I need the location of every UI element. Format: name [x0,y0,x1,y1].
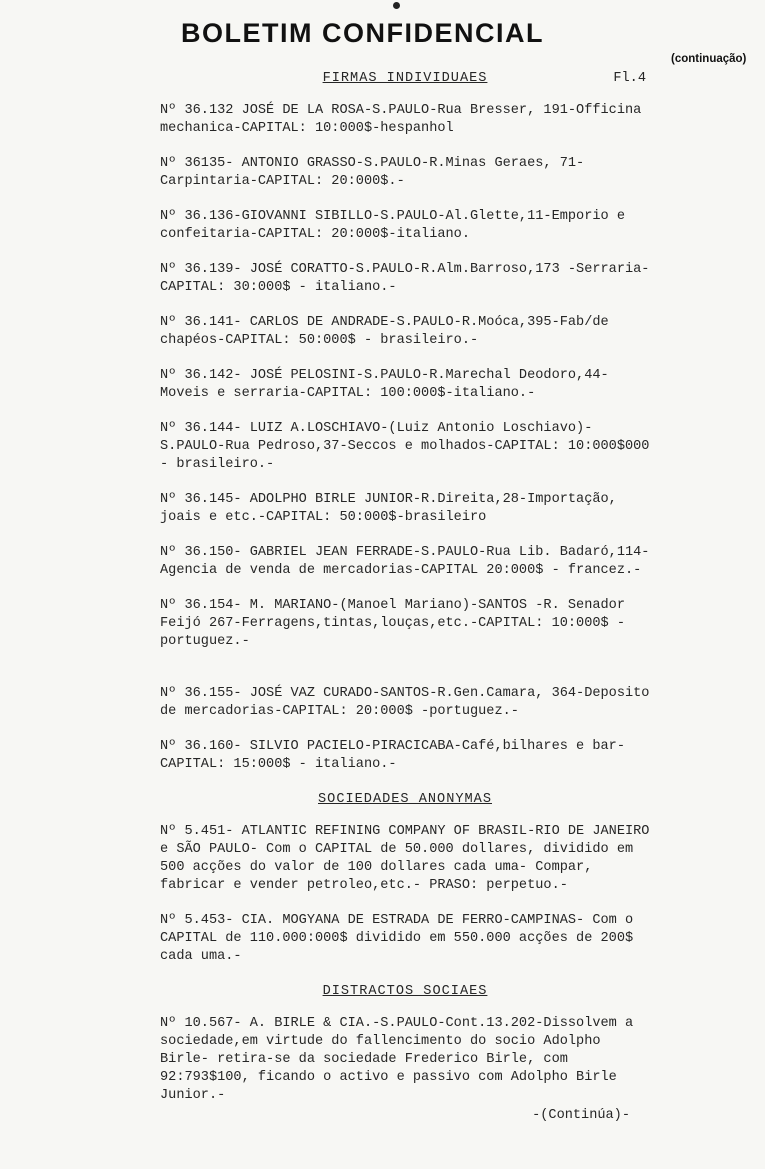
record-entry: Nº 5.453- CIA. MOGYANA DE ESTRADA DE FERRO-CAMPINAS- Com o CAPITAL de 110.000:000$ dividido em 550.000 acções de 200$ cada uma.- [160,913,642,964]
record-entry: Nº 36.145- ADOLPHO BIRLE JUNIOR-R.Direita,28-Importação, joais e etc.-CAPITAL: 50:000$-brasileiro [160,492,625,525]
firmas-header [160,70,650,88]
continues-note: -(Continúa)- [532,1108,630,1123]
record-entry: Nº 36.144- LUIZ A.LOSCHIAVO-(Luiz Antonio Loschiavo)-S.PAULO-Rua Pedroso,37-Seccos e molhados-CAPITAL: 10:000$000 - brasileiro.- [160,421,658,472]
section-title-distractos: DISTRACTOS SOCIAES [322,984,488,999]
record-entry: Nº 36.155- JOSÉ VAZ CURADO-SANTOS-R.Gen.Camara, 364-Deposito de mercadorias-CAPITAL: 20:000$ -portuguez.- [160,686,658,719]
record-entry: Nº 36135- ANTONIO GRASSO-S.PAULO-R.Minas Geraes, 71-Carpintaria-CAPITAL: 20:000$.- [160,156,585,189]
bulletin-page [160,70,658,1125]
record-entry: Nº 10.567- A. BIRLE & CIA.-S.PAULO-Cont.13.202-Dissolvem a sociedade,em virtude do fallencimento do socio Adolpho Birle- retira-se da sociedade Frederico Birle, com 92:793$100, ficando o activo e passivo com Adolpho Birle Junior.- [160,1016,642,1103]
section-title-sociedades: SOCIEDADES ANONYMAS [318,792,492,807]
folio-number: Fl.4 [613,71,646,86]
ink-dot [393,2,400,9]
record-entry: Nº 36.136-GIOVANNI SIBILLO-S.PAULO-Al.Glette,11-Emporio e confeitaria-CAPITAL: 20:000$-italiano. [160,209,634,242]
continuation-note: (continuação) [671,53,747,65]
bulletin-masthead: BOLETIM CONFIDENCIAL [181,18,544,48]
record-entry: Nº 36.139- JOSÉ CORATTO-S.PAULO-R.Alm.Barroso,173 -Serraria-CAPITAL: 30:000$ - italiano.- [160,262,650,295]
record-entry: Nº 36.142- JOSÉ PELOSINI-S.PAULO-R.Marechal Deodoro,44-Moveis e serraria-CAPITAL: 100:000$-italiano.- [160,368,609,401]
record-entry: Nº 36.150- GABRIEL JEAN FERRADE-S.PAULO-Rua Lib. Badaró,114-Agencia de venda de mercadorias-CAPITAL 20:000$ - francez.- [160,545,650,578]
section-title-firmas: FIRMAS INDIVIDUAES [322,71,488,86]
record-entry: Nº 36.154- M. MARIANO-(Manoel Mariano)-SANTOS -R. Senador Feijó 267-Ferragens,tintas,louças,etc.-CAPITAL: 10:000$ - portuguez.- [160,598,634,649]
record-entry: Nº 36.132 JOSÉ DE LA ROSA-S.PAULO-Rua Bresser, 191-Officina mechanica-CAPITAL: 10:000$-hespanhol [160,103,650,136]
record-entry: Nº 36.160- SILVIO PACIELO-PIRACICABA-Café,bilhares e bar- CAPITAL: 15:000$ - italiano.- [160,739,634,772]
record-entry: Nº 5.451- ATLANTIC REFINING COMPANY OF BRASIL-RIO DE JANEIRO e SÃO PAULO- Com o CAPITAL de 50.000 dollares, dividido em 500 acções do valor de 100 dollares cada uma- Compar, fabricar e vender petroleo,etc.- PRASO: perpetuo.- [160,824,658,893]
record-entry: Nº 36.141- CARLOS DE ANDRADE-S.PAULO-R.Moóca,395-Fab/de chapéos-CAPITAL: 50:000$ - brasileiro.- [160,315,617,348]
